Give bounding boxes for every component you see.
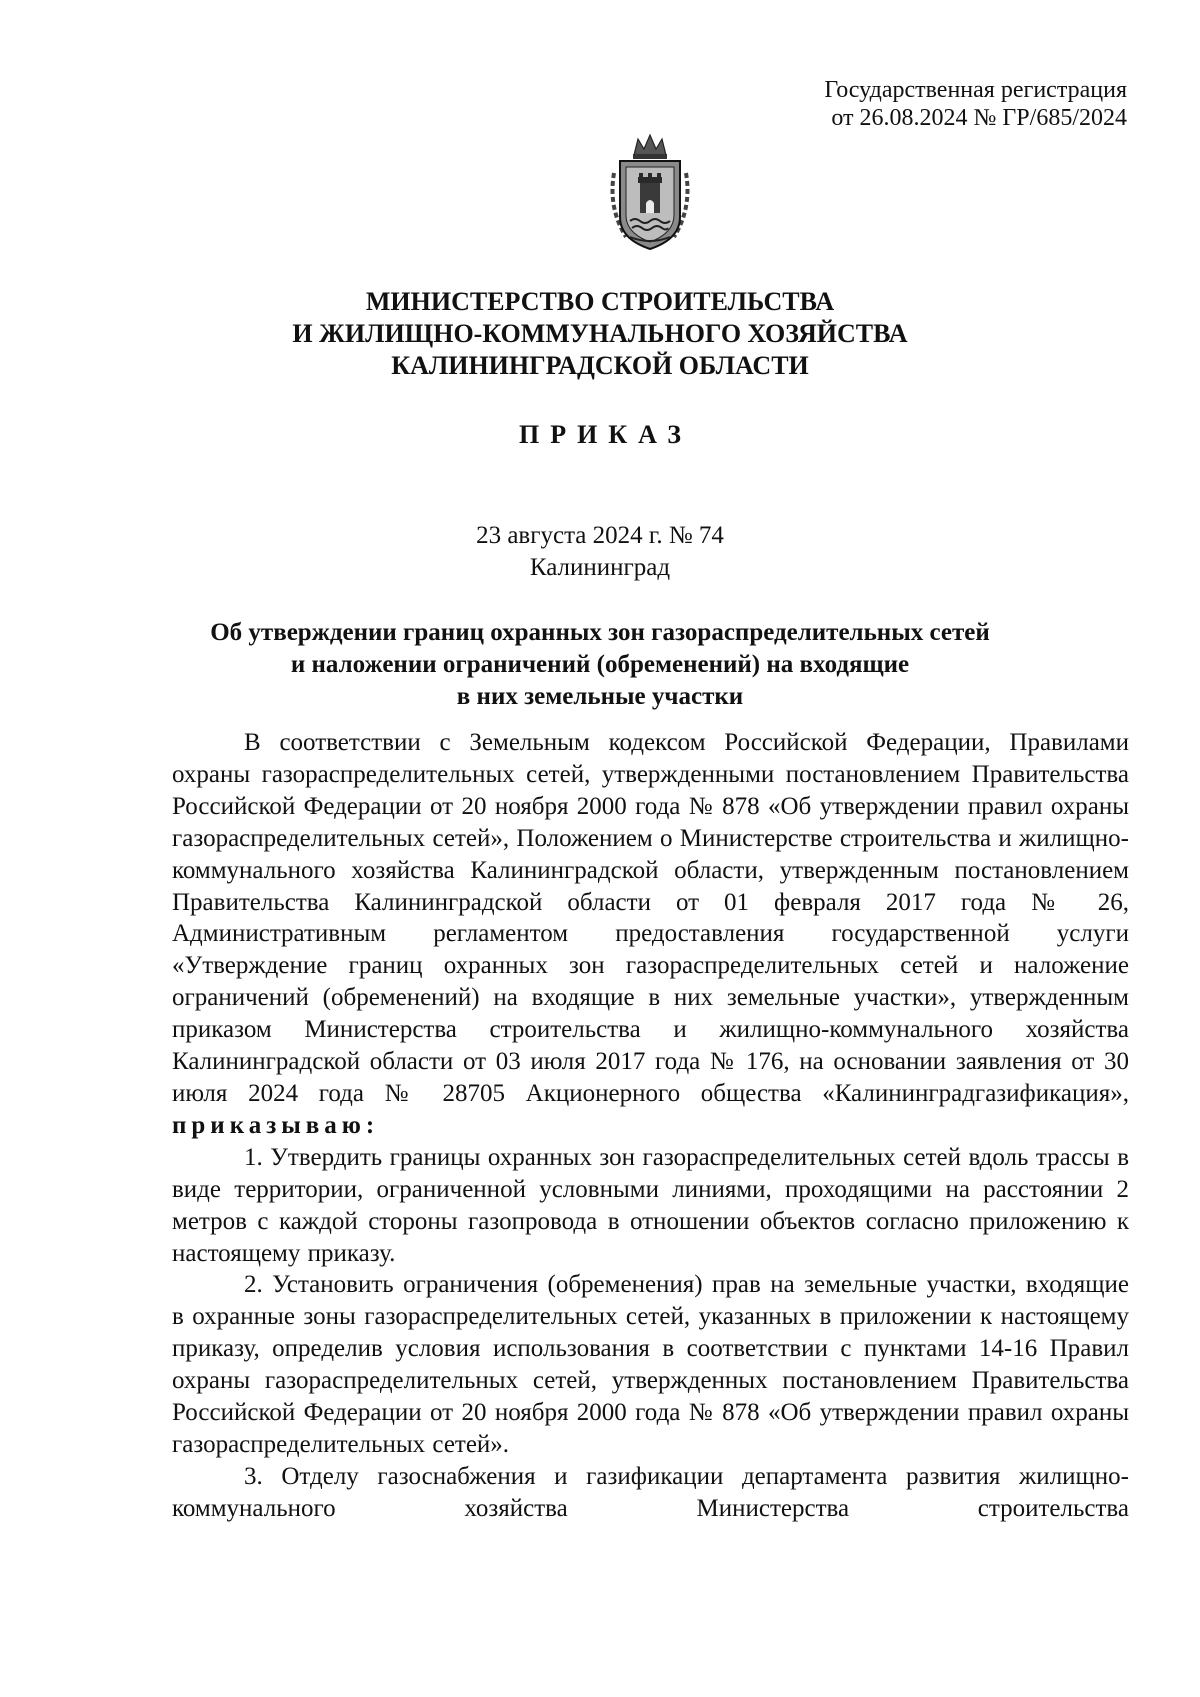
order-subject	[100, 617, 1100, 713]
registration-line-1: Государственная регистрация	[824, 77, 1127, 103]
date-number-block	[100, 520, 1100, 584]
preamble-text: В соответствии с Земельным кодексом Российской Федерации, Правилами охраны газораспределительных сетей, утвержденными постановлением Правительства Российской Федерации от 20 ноября 2000 года № 878 «Об утверждении правил охраны газораспределительных сетей», Положением о Министерстве строительства и жилищно-коммунального хозяйства Калининградской области, утвержденным постановлением Правительства Калининградской области от 01 февраля 2017 года № 26, Административным регламентом предоставления государственной услуги «Утверждение границ охранных зон газораспределительных сетей и наложение ограничений (обременений) на входящие в них земельные участки», утвержденным приказом Министерства строительства и жилищно-коммунального хозяйства Калининградской области от 03 июля 2017 года № 176, на основании заявления от 30 июля 2024 года № 28705 Акционерного общества «Калининградгазификация»,	[172, 729, 1129, 1107]
preamble-paragraph	[172, 727, 1129, 1142]
registration-stamp	[824, 76, 1127, 132]
item-2-paragraph: 2. Установить ограничения (обременения) прав на земельные участки, входящие в охранные зоны газораспределительных сетей, указанных в приложении к настоящему приказу, определив условия использования в соответствии с пунктами 14-16 Правил охраны газораспределительных сетей, утвержденных постановлением Правительства Российской Федерации от 20 ноября 2000 года № 878 «Об утверждении правил охраны газораспределительных сетей».	[172, 1271, 1129, 1458]
registration-line-2: от 26.08.2024 № ГР/685/2024	[831, 105, 1127, 131]
order-date-number: 23 августа 2024 г. № 74	[476, 522, 724, 549]
document-type: ПРИКАЗ	[518, 420, 693, 449]
subject-line-1: Об утверждении границ охранных зон газораспределительных сетей	[210, 619, 990, 646]
kaliningrad-coat-of-arms-icon	[604, 133, 696, 253]
ministry-name	[100, 286, 1100, 382]
item-3-paragraph: 3. Отделу газоснабжения и газификации департамента развития жилищно-коммунального хозяйства Министерства строительства	[172, 1462, 1129, 1522]
order-city: Калининград	[529, 554, 671, 581]
subject-line-3: в них земельные участки	[456, 683, 744, 710]
order-body	[172, 727, 1129, 1525]
ministry-line-3: КАЛИНИНГРАДСКОЙ ОБЛАСТИ	[391, 351, 809, 380]
ministry-line-2: И ЖИЛИЩНО-КОММУНАЛЬНОГО ХОЗЯЙСТВА	[292, 319, 908, 348]
subject-line-2: и наложении ограничений (обременений) на входящие	[290, 651, 910, 678]
order-word: приказываю:	[172, 1111, 380, 1139]
ministry-line-1: МИНИСТЕРСТВО СТРОИТЕЛЬСТВА	[365, 287, 835, 316]
item-1-paragraph: 1. Утвердить границы охранных зон газораспределительных сетей вдоль трассы в виде территории, ограниченной условными линиями, проходящими на расстоянии 2 метров с каждой стороны газопровода в отношении объектов согласно приложению к настоящему приказу.	[172, 1143, 1129, 1267]
